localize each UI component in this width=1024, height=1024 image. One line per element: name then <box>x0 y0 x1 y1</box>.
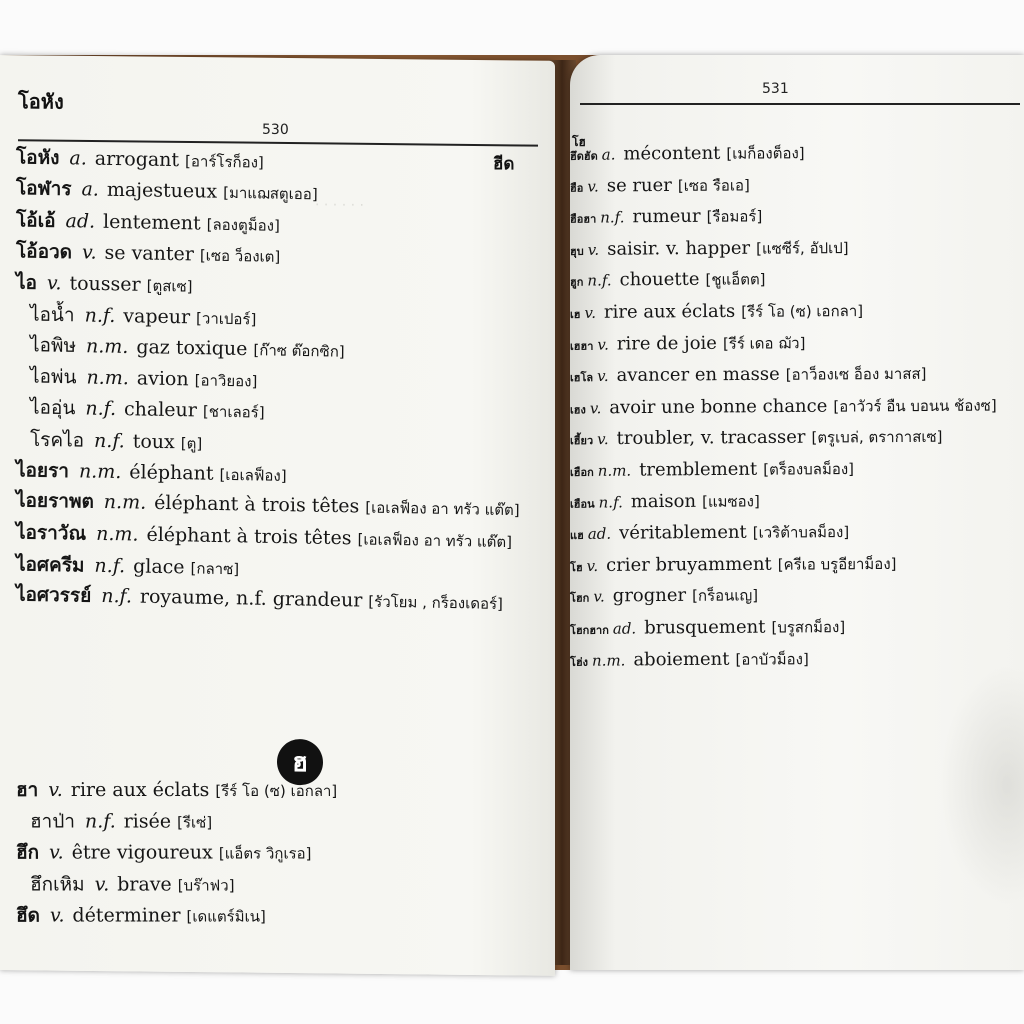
dictionary-entry <box>570 458 854 484</box>
pronunciation: [ตรูเบล่, ตรากาสเซ] <box>811 428 943 448</box>
left-page <box>0 55 555 976</box>
pronunciation: [บรูสกม็อง] <box>771 618 846 637</box>
part-of-speech: v. <box>586 556 599 575</box>
headword: ฮือฮา <box>569 212 597 226</box>
french-translation: lentement <box>102 210 201 235</box>
dictionary-entry <box>16 553 239 580</box>
headword: โฮ่ง <box>569 655 589 669</box>
headword: ไอศวรรย์ <box>15 583 92 607</box>
french-translation: royaume, n.f. grandeur <box>139 585 363 612</box>
french-translation: se vanter <box>104 241 194 266</box>
dictionary-entry <box>570 648 809 674</box>
french-translation: rire aux éclats <box>603 300 736 323</box>
french-translation: saisir. v. happer <box>607 237 751 260</box>
pronunciation: [กร็อนเญ] <box>692 586 759 606</box>
dictionary-entry <box>16 842 312 865</box>
headword: โอ้เอ้ <box>15 208 56 232</box>
dictionary-entry <box>570 490 760 515</box>
headword: ฮึก <box>15 841 40 864</box>
part-of-speech: n.f. <box>84 809 116 832</box>
dictionary-entry <box>16 177 318 205</box>
dictionary-entry <box>570 394 997 421</box>
dictionary-entry <box>570 237 849 263</box>
dictionary-entry <box>570 300 863 326</box>
french-translation: maison <box>630 490 697 512</box>
dictionary-entry <box>16 490 520 522</box>
headword: โฮก <box>569 591 590 606</box>
headword: ฮึดฮัด <box>569 149 598 163</box>
pronunciation: [ก๊าซ ต๊อกซิก] <box>253 340 345 361</box>
pronunciation: [เวริต้าบลม็อง] <box>752 523 850 542</box>
headword: ฮึกเหิม <box>29 872 85 895</box>
headword: เฮี้ยว <box>569 434 594 448</box>
part-of-speech: n.f. <box>85 397 117 421</box>
headword: เฮง <box>569 403 586 417</box>
dictionary-entry <box>570 585 758 610</box>
french-translation: déterminer <box>72 904 181 927</box>
part-of-speech: v. <box>94 872 110 895</box>
part-of-speech: v. <box>589 399 602 418</box>
pronunciation: [แอ็ตร วิกูเรอ] <box>218 844 312 863</box>
french-translation: rire aux éclats <box>70 778 210 801</box>
pronunciation: [มาแฌสตูเออ] <box>223 184 318 204</box>
dictionary-entry <box>16 779 337 802</box>
right-header-rule <box>580 103 1020 105</box>
part-of-speech: n.f. <box>94 554 126 578</box>
headword: ฮึด <box>15 904 41 927</box>
pronunciation: [เซอ รือเอ] <box>677 175 750 195</box>
headword: ไอ <box>15 271 38 295</box>
right-page-number: 531 <box>762 81 789 97</box>
headword: เฮฮา <box>569 339 594 353</box>
dictionary-entry <box>570 521 849 547</box>
french-translation: tousser <box>69 272 141 296</box>
pronunciation: [ลองตูม็อง] <box>206 215 280 235</box>
pronunciation: [กลาซ] <box>190 559 240 579</box>
part-of-speech: v. <box>587 177 599 196</box>
part-of-speech: n.m. <box>78 460 122 484</box>
pronunciation: [อาร์โรก็อง] <box>185 152 264 172</box>
part-of-speech: v. <box>597 335 609 354</box>
headword: ไอพ่น <box>29 365 77 389</box>
part-of-speech: n.f. <box>600 208 625 227</box>
french-translation: grogner <box>612 585 687 607</box>
part-of-speech: n.m. <box>591 651 626 670</box>
part-of-speech: n.m. <box>86 366 129 390</box>
left-header-word: โอหัง <box>18 89 64 114</box>
french-translation: gaz toxique <box>136 335 248 360</box>
french-translation: brusquement <box>644 616 766 639</box>
pronunciation: [รีเซ่] <box>176 812 213 831</box>
dictionary-entry <box>16 272 193 298</box>
section-letter-badge: ฮ <box>277 739 323 785</box>
part-of-speech: n.m. <box>96 522 139 546</box>
pronunciation: [ตูสเซ] <box>146 277 193 296</box>
headword: เฮโล <box>569 371 594 385</box>
pronunciation: [บร๊าฟว] <box>177 875 235 894</box>
dictionary-entry <box>30 366 257 393</box>
french-translation: tremblement <box>639 458 758 481</box>
bleed-through-text: . . . . . . <box>315 193 364 210</box>
part-of-speech: n.f. <box>598 492 623 512</box>
part-of-speech: n.f. <box>101 585 133 608</box>
pronunciation: [เอเลฟ็อง] <box>219 465 287 485</box>
french-translation: rire de joie <box>616 332 717 355</box>
left-page-number: 530 <box>262 121 289 139</box>
french-translation: glace <box>133 555 185 579</box>
pronunciation: [แมซอง] <box>701 491 760 511</box>
dictionary-entry <box>16 209 280 237</box>
part-of-speech: n.m. <box>103 491 147 514</box>
pronunciation: [เอเลฟ็อง อา ทรัว แต๊ต] <box>365 498 520 520</box>
dictionary-entry <box>570 174 750 199</box>
headword: เฮ <box>569 307 581 322</box>
headword: ไอศครีม <box>15 553 85 577</box>
part-of-speech: n.f. <box>587 271 612 290</box>
dictionary-entry <box>16 146 264 173</box>
left-guide-word: ฮีด <box>493 154 515 175</box>
pronunciation: [ตร็องบลม็อง] <box>763 460 855 479</box>
french-translation: éléphant <box>129 461 214 485</box>
part-of-speech: n.m. <box>85 334 129 358</box>
headword: ฮา <box>15 778 39 801</box>
part-of-speech: n.f. <box>94 429 125 453</box>
dictionary-entry <box>30 397 265 424</box>
pronunciation: [เมก็องต็อง] <box>726 144 805 163</box>
pronunciation: [ตู] <box>180 434 203 453</box>
headword: ฮาป่า <box>29 809 76 832</box>
part-of-speech: a. <box>69 147 87 170</box>
french-translation: toux <box>132 430 175 453</box>
headword: เฮือน <box>569 497 595 511</box>
headword: ไอพิษ <box>29 334 77 357</box>
part-of-speech: ad. <box>65 209 96 233</box>
headword: ไอน้ำ <box>29 303 75 326</box>
dictionary-entry <box>570 426 943 453</box>
part-of-speech: v. <box>584 303 597 322</box>
french-translation: éléphant à trois têtes <box>146 523 352 549</box>
french-translation: crier bruyamment <box>606 553 772 576</box>
headword: โอ้อวด <box>15 240 73 264</box>
pronunciation: [รีร์ เดอ ฌัว] <box>722 333 806 353</box>
pronunciation: [วาเปอร์] <box>196 308 257 328</box>
headword: ฮือ <box>569 181 584 195</box>
pronunciation: [อาวัวร์ อืน บอนน ช้องซ] <box>833 396 997 416</box>
headword: ไอยรา <box>15 459 70 483</box>
french-translation: arrogant <box>94 147 180 172</box>
part-of-speech: v. <box>597 430 609 449</box>
french-translation: avion <box>136 367 189 391</box>
french-translation: aboiement <box>633 648 730 670</box>
dictionary-entry <box>16 904 266 927</box>
french-translation: avoir une bonne chance <box>609 395 828 419</box>
french-translation: chaleur <box>123 398 197 422</box>
pronunciation: [รัวโยม , กร็องเดอร์] <box>368 592 504 614</box>
dictionary-entry <box>570 616 845 642</box>
french-translation: véritablement <box>619 521 747 544</box>
dictionary-entry <box>30 428 202 454</box>
left-header-rule <box>18 139 538 146</box>
headword: แฮ <box>569 529 584 543</box>
dictionary-entry <box>16 459 287 487</box>
part-of-speech: v. <box>593 587 605 606</box>
pronunciation: [เดแตร์มิเน] <box>186 907 266 926</box>
page-shadow <box>940 665 1024 905</box>
headword: ไออุ่น <box>29 396 76 420</box>
part-of-speech: a. <box>81 178 99 201</box>
pronunciation: [อาบัวม็อง] <box>735 649 809 669</box>
french-translation: chouette <box>619 269 700 291</box>
part-of-speech: n.m. <box>597 461 632 480</box>
dictionary-entry <box>570 553 897 579</box>
headword: โอฬาร <box>15 177 72 201</box>
part-of-speech: v. <box>48 841 64 864</box>
french-translation: brave <box>117 872 172 895</box>
pronunciation: [เอเลฟ็อง อา ทรัว แต๊ต] <box>357 529 513 551</box>
french-translation: vapeur <box>123 304 191 328</box>
dictionary-entry <box>16 240 280 268</box>
french-translation: majestueux <box>106 178 218 203</box>
dictionary-entry <box>30 334 345 362</box>
pronunciation: [ครีเอ บรูอียาม็อง] <box>777 554 897 574</box>
pronunciation: [อาวิยอง] <box>194 371 258 391</box>
headword: ฮุบ <box>569 244 584 258</box>
french-translation: avancer en masse <box>616 363 780 387</box>
french-translation: troubler, v. tracasser <box>616 427 806 450</box>
headword: โฮกฮาก <box>569 623 609 637</box>
headword: ไอราวัณ <box>15 521 87 545</box>
part-of-speech: v. <box>46 272 62 295</box>
pronunciation: [เซอ ว็องเต] <box>199 246 281 266</box>
french-translation: se ruer <box>606 174 672 196</box>
pronunciation: [แซซีร์, อัปเป] <box>756 238 849 258</box>
headword: โฮ <box>569 560 583 574</box>
dictionary-entry <box>16 584 503 615</box>
part-of-speech: ad. <box>587 524 612 544</box>
dictionary-entry <box>570 206 762 231</box>
right-page <box>570 55 1024 970</box>
dictionary-entry <box>16 521 512 553</box>
part-of-speech: v. <box>49 904 65 927</box>
french-translation: mécontent <box>623 142 721 165</box>
headword: ไอยราพต <box>15 489 94 514</box>
part-of-speech: a. <box>601 145 616 164</box>
french-translation: risée <box>123 809 172 832</box>
headword: โรคไอ <box>29 428 85 452</box>
pronunciation: [รือมอร์] <box>706 207 763 226</box>
pronunciation: [ชาเลอร์] <box>202 402 265 422</box>
dictionary-entry <box>570 363 927 389</box>
right-guide-word: โฮ <box>572 135 586 149</box>
headword: โอหัง <box>15 146 60 170</box>
french-translation: éléphant à trois têtes <box>154 492 360 518</box>
dictionary-entry <box>30 303 257 330</box>
part-of-speech: n.f. <box>84 303 116 327</box>
part-of-speech: v. <box>597 367 609 386</box>
part-of-speech: v. <box>48 778 63 801</box>
dictionary-entry <box>570 269 766 294</box>
pronunciation: [ชูแอ็ตต] <box>705 270 766 290</box>
pronunciation: [รีร์ โอ (ซ) เอกลา] <box>741 301 864 321</box>
part-of-speech: v. <box>81 241 97 264</box>
part-of-speech: v. <box>587 240 600 259</box>
part-of-speech: ad. <box>612 619 637 638</box>
dictionary-entry <box>30 810 212 833</box>
headword: เฮือก <box>569 465 594 479</box>
dictionary-entry <box>570 332 806 358</box>
pronunciation: [อาว็องเซ อ็อง มาสส] <box>785 364 927 384</box>
headword: ฮูก <box>569 275 584 290</box>
dictionary-entry <box>570 142 805 168</box>
pronunciation: [รีร์ โอ (ซ) เอกลา] <box>215 781 338 800</box>
french-translation: rumeur <box>632 205 701 228</box>
dictionary-entry <box>30 873 235 896</box>
french-translation: être vigoureux <box>71 841 213 864</box>
